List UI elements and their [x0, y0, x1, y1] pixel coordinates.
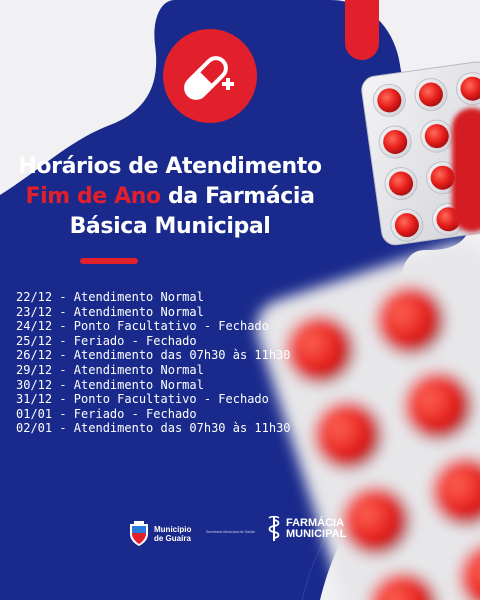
poster-title — [0, 152, 340, 242]
municipio-line-2: de Guaíra — [154, 534, 191, 543]
farmacia-logo — [266, 516, 346, 542]
pill-capsule-plus-icon — [163, 29, 257, 123]
municipio-logo — [128, 521, 191, 547]
title-line-1: Horários de Atendimento — [18, 154, 322, 179]
title-underline — [80, 258, 138, 264]
crest-icon — [128, 521, 150, 547]
title-highlight: Fim de Ano — [25, 184, 161, 209]
farmacia-text — [286, 518, 346, 540]
schedule-item: 01/01 - Feriado - Fechado — [16, 406, 197, 421]
schedule-item: 31/12 - Ponto Facultativo - Fechado — [16, 392, 269, 407]
schedule-item: 29/12 - Atendimento Normal — [16, 362, 204, 377]
title-line-2 — [0, 182, 340, 212]
farmacia-line-1: FARMÁCIA — [286, 517, 345, 529]
secretaria-text: Secretaria Municipal de Saúde — [206, 530, 255, 534]
farmacia-line-2: MUNICIPAL — [286, 528, 347, 540]
title-line-3: Básica Municipal — [69, 214, 271, 239]
schedule-item: 30/12 - Atendimento Normal — [16, 377, 204, 392]
schedule-item: 22/12 - Atendimento Normal — [16, 290, 204, 304]
schedule-item: 02/01 - Atendimento das 07h30 às 11h30 — [16, 421, 291, 436]
rod-of-asclepius-icon — [266, 516, 282, 542]
municipio-text — [154, 525, 191, 543]
schedule-list — [16, 290, 291, 436]
schedule-item: 23/12 - Atendimento Normal — [16, 304, 204, 319]
top-red-bar — [345, 0, 379, 60]
title-line-2-rest: da Farmácia — [160, 184, 315, 209]
schedule-item: 24/12 - Ponto Facultativo - Fechado — [16, 319, 269, 334]
municipio-line-1: Município — [154, 525, 192, 534]
red-side-bar — [452, 108, 480, 232]
schedule-item: 26/12 - Atendimento das 07h30 às 11h30 — [16, 348, 291, 363]
schedule-item: 25/12 - Feriado - Fechado — [16, 333, 197, 348]
